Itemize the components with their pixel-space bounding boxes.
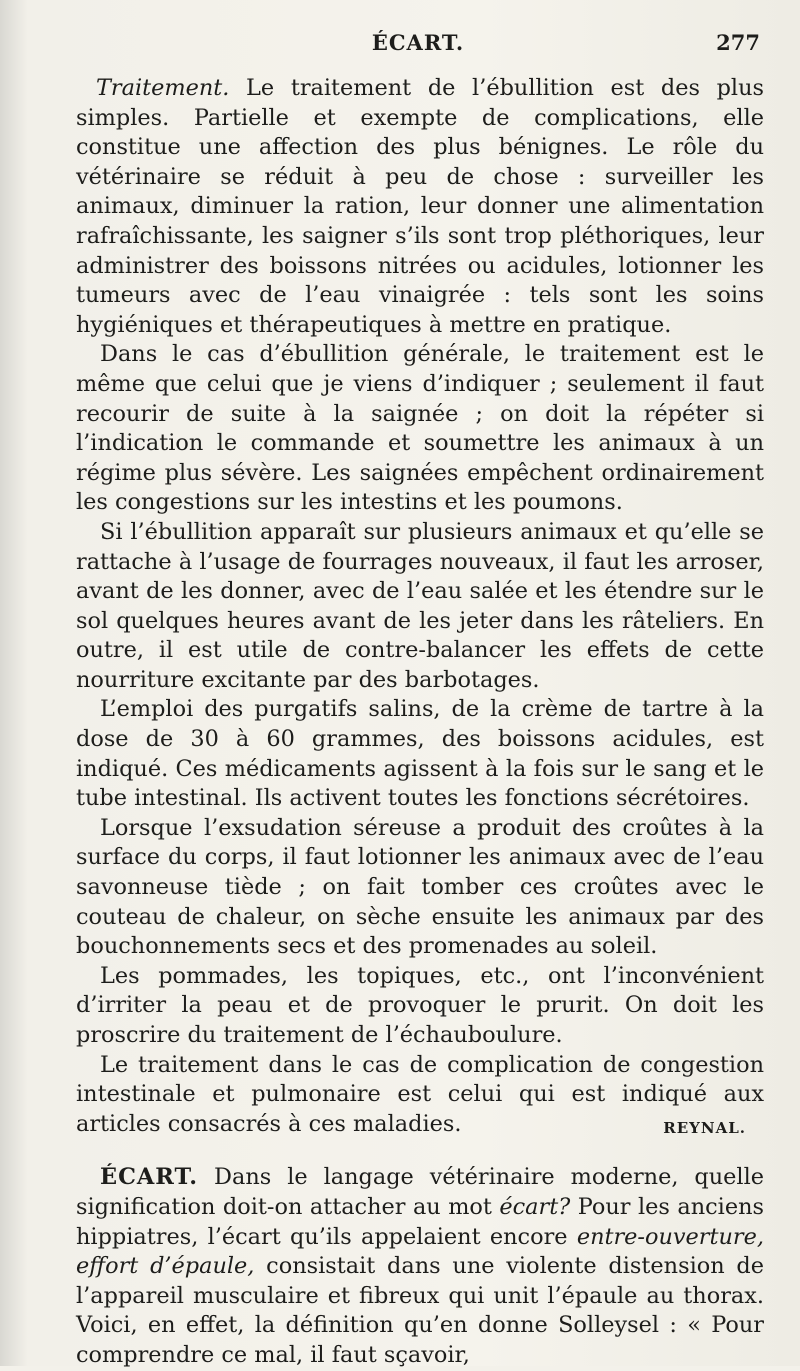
body-text bbox=[76, 74, 764, 1371]
entry-headword: ÉCART. bbox=[100, 1164, 199, 1191]
paragraph: Dans le cas d’ébullition générale, le traitement est le même que celui que je viens d’indiquer ; seulement il faut recourir de suite à la saignée ; on doit la répéter si l’indication le commande et soumettre les animaux à un régime plus sévère. Les saignées empêchent ordinairement les congestions sur les intestins et les poumons. bbox=[76, 341, 764, 516]
paragraph: L’emploi des purgatifs salins, de la crème de tartre à la dose de 30 à 60 grammes, des boissons acidules, est indiqué. Ces médicaments agissent à la fois sur le sang et le tube intestinal. Ils activent toutes les fonctions sécrétoires. bbox=[76, 696, 764, 812]
paragraph: Les pommades, les topiques, etc., ont l’inconvénient d’irriter la peau et de provoquer le prurit. On doit les proscrire du traitement de l’échauboulure. bbox=[76, 962, 764, 1048]
entry-ecart bbox=[76, 1163, 764, 1370]
paragraph: Lorsque l’exsudation séreuse a produit des croûtes à la surface du corps, il faut lotionner les animaux avec de l’eau savonneuse tiède ; on fait tomber ces croûtes avec le couteau de chaleur, on sèche ensuite les animaux par des bouchonnements secs et des promenades au soleil. bbox=[76, 814, 764, 960]
paragraph: Si l’ébullition apparaît sur plusieurs animaux et qu’elle se rattache à l’usage de fourrages nouveaux, il faut les arroser, avant de les donner, avec de l’eau salée et les étendre sur le sol quelques heures avant de les jeter dans les râteliers. En outre, il est utile de contre-balancer les effets de cette nourriture excitante par des barbotages. bbox=[76, 518, 764, 693]
paragraph-text: Le traitement de l’ébullition est des plus simples. Partielle et exempte de complications, elle constitue une affection des plus bénignes. Le rôle du vétérinaire se réduit à peu de chose : surveiller les animaux, diminuer la ration, leur donner une alimentation rafraîchissante, les saigner s’ils sont trop pléthoriques, leur administrer des boissons nitrées ou acidules, lotionner les tumeurs avec de l’eau vinaigrée : tels sont les soins hygiéniques et thérapeutiques à mettre en pratique. bbox=[76, 75, 764, 338]
paragraph-lead: Traitement. bbox=[96, 75, 230, 101]
entry-text: Pour les anciens hippiatres, l’écart qu’ils appelaient encore bbox=[76, 1193, 764, 1250]
page-header bbox=[76, 30, 760, 62]
entry-text: Dans le langage vétérinaire moderne, quelle signification doit-on attacher au mot bbox=[76, 1164, 764, 1220]
entry-text: consistait dans une violente distension de l’appareil musculaire et fibreux qui unit l’épaule au thorax. Voici, en effet, la définition qu’en donne Solleysel : « Pour comprendre ce mal, il faut sçavoir, bbox=[76, 1253, 764, 1368]
entry-italic: écart? bbox=[499, 1193, 571, 1220]
page-number: 277 bbox=[716, 30, 760, 55]
paragraph-traitement bbox=[76, 74, 764, 340]
running-head: ÉCART. bbox=[371, 30, 465, 55]
paragraph-text: Le traitement dans le cas de complication de congestion intestinale et pulmonaire est celui qui est indiqué aux articles consacrés à ces maladies. bbox=[76, 1051, 764, 1137]
author-signature: REYNAL. bbox=[663, 1118, 746, 1137]
paragraph-final bbox=[76, 1051, 764, 1140]
entry-italic: entre-ouverture, effort d’épaule, bbox=[76, 1223, 764, 1280]
